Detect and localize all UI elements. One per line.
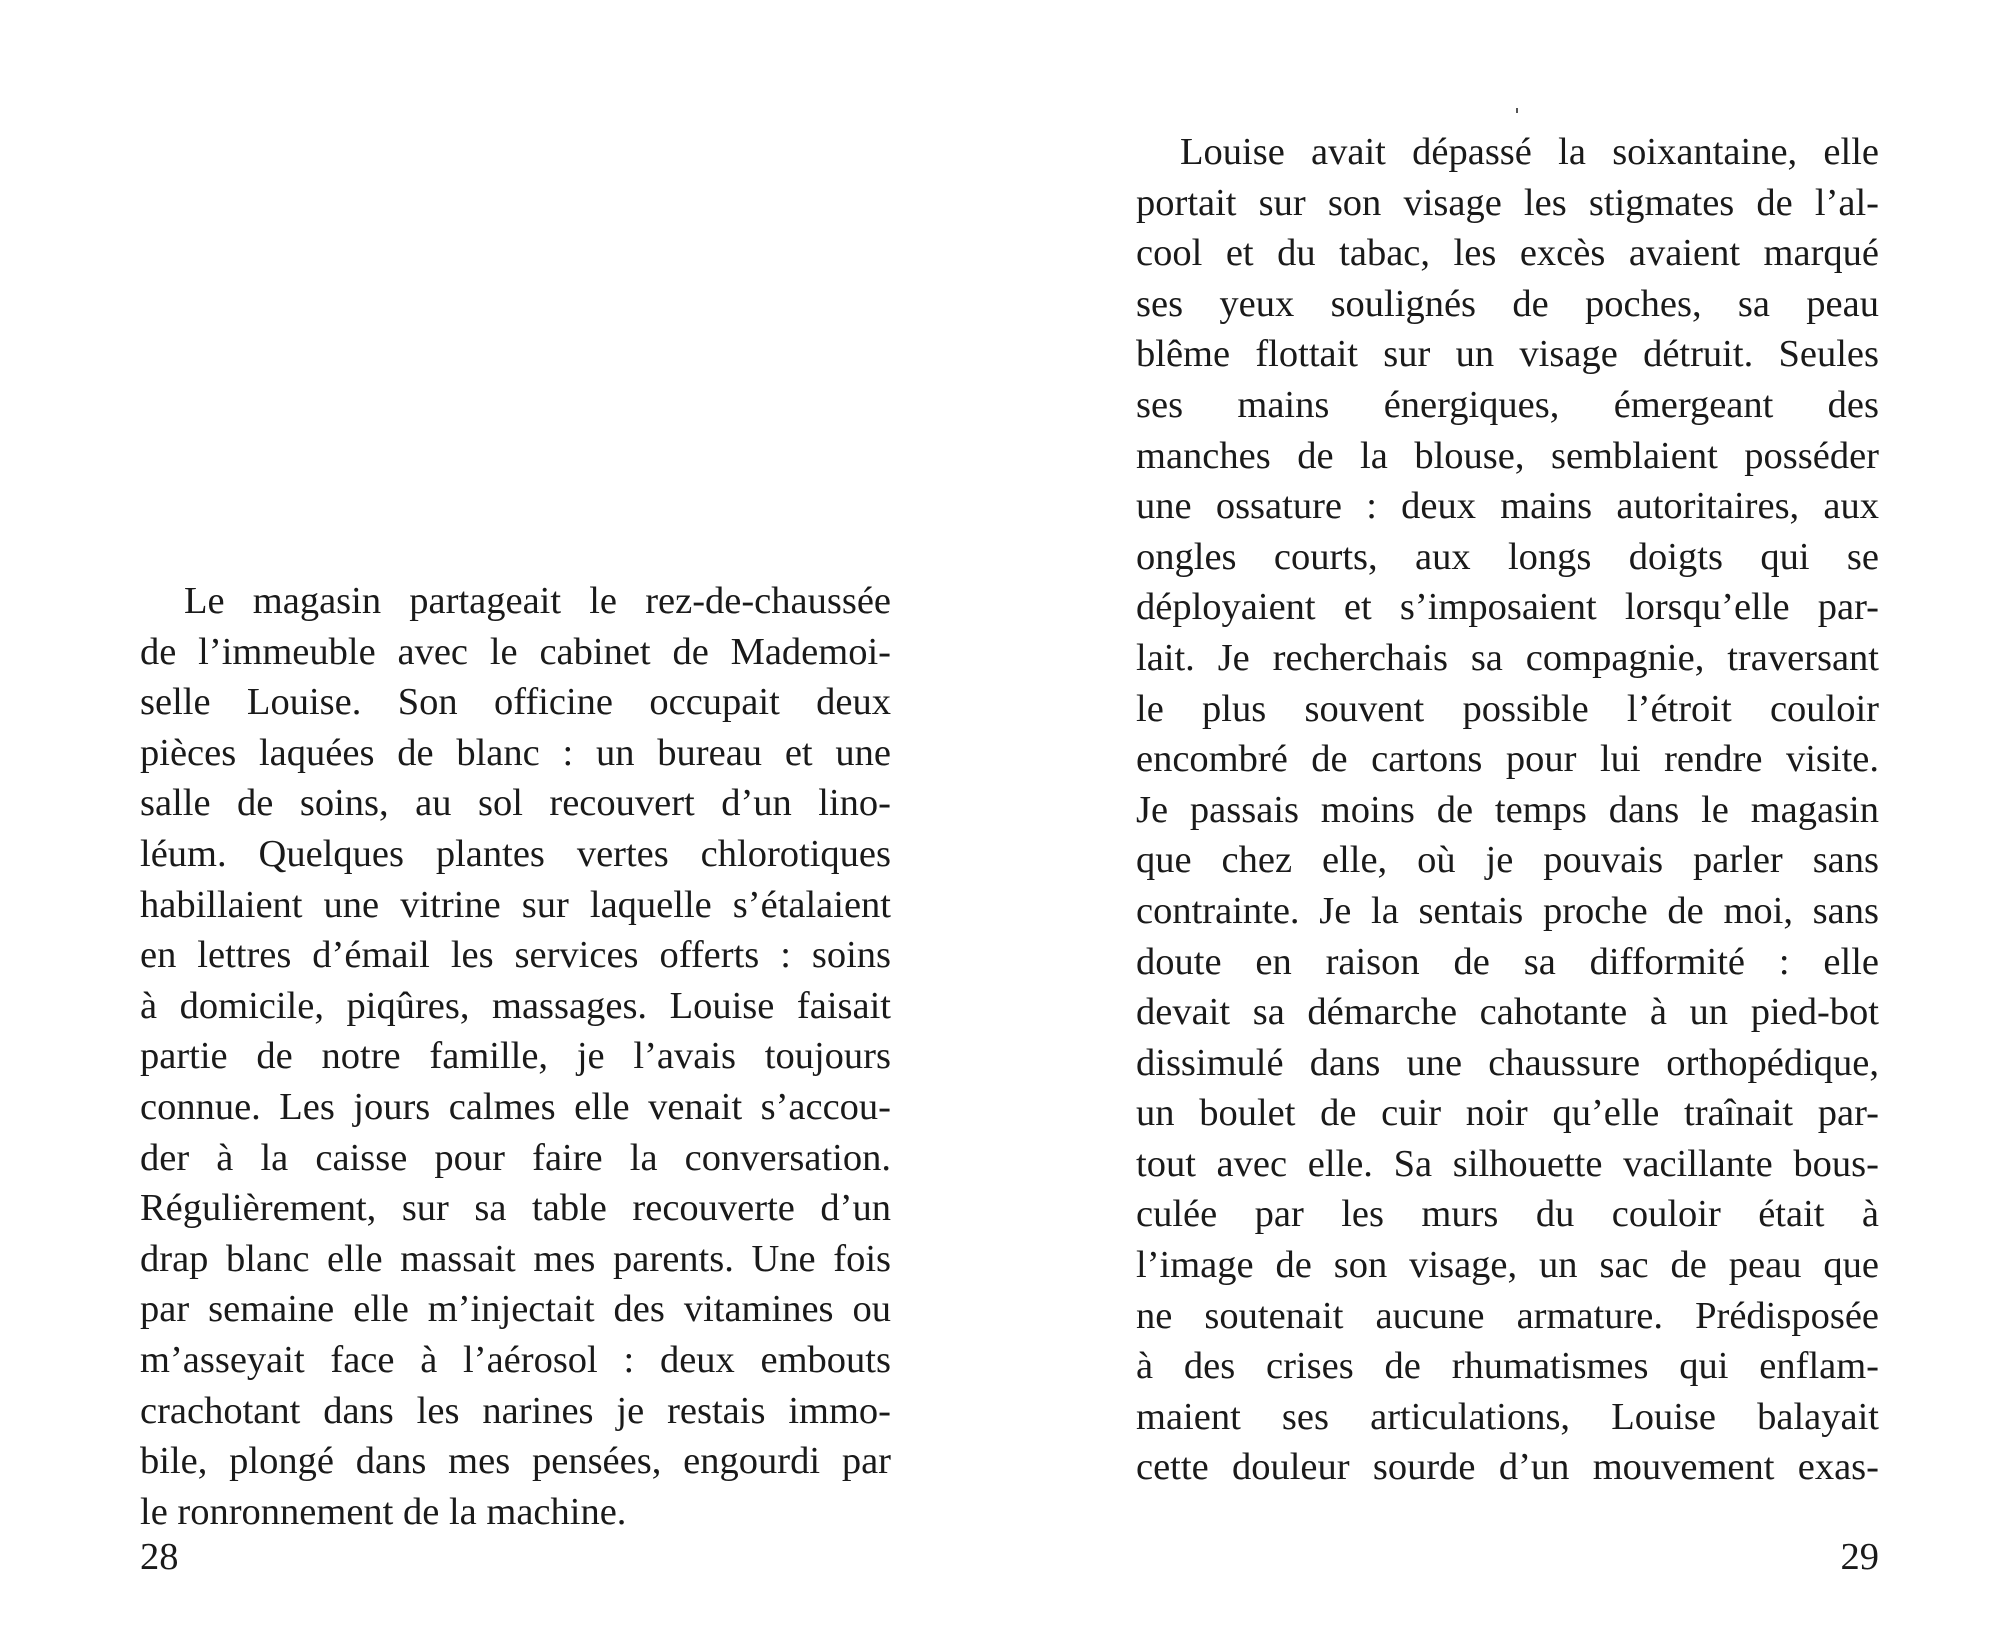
text-line: Je passais moins de temps dans le magasin bbox=[1136, 788, 1879, 831]
text-line: habillaient une vitrine sur laquelle s’étalaient bbox=[140, 883, 891, 926]
text-line: Régulièrement, sur sa table recouverte d’un bbox=[140, 1187, 891, 1230]
text-line: par semaine elle m’injectait des vitamines ou bbox=[140, 1288, 891, 1331]
print-speck-mark bbox=[1516, 108, 1518, 113]
right-page-body-text bbox=[1136, 127, 1879, 1493]
text-line: déployaient et s’imposaient lorsqu’elle par- bbox=[1136, 586, 1879, 629]
text-line: une ossature : deux mains autoritaires, aux bbox=[1136, 485, 1879, 528]
text-line: doute en raison de sa difformité : elle bbox=[1136, 940, 1879, 983]
text-line: l’image de son visage, un sac de peau que bbox=[1136, 1244, 1879, 1287]
text-line: en lettres d’émail les services offerts : soins bbox=[140, 934, 891, 977]
text-line: connue. Les jours calmes elle venait s’accou- bbox=[140, 1085, 891, 1128]
text-line: der à la caisse pour faire la conversation. bbox=[140, 1136, 891, 1179]
text-line: culée par les murs du couloir était à bbox=[1136, 1193, 1879, 1236]
text-line: à domicile, piqûres, massages. Louise faisait bbox=[140, 984, 891, 1027]
text-line: partie de notre famille, je l’avais toujours bbox=[140, 1035, 891, 1078]
page-number-left: 28 bbox=[140, 1536, 179, 1578]
text-line: le ronronnement de la machine. bbox=[140, 1490, 627, 1533]
text-line: ses mains énergiques, émergeant des bbox=[1136, 383, 1879, 426]
left-page-body-text bbox=[140, 576, 891, 1537]
text-line: léum. Quelques plantes vertes chlorotiques bbox=[140, 832, 891, 875]
text-line: portait sur son visage les stigmates de l’al- bbox=[1136, 181, 1879, 224]
text-line: pièces laquées de blanc : un bureau et une bbox=[140, 731, 891, 774]
text-line: de l’immeuble avec le cabinet de Mademoi- bbox=[140, 630, 891, 673]
text-line: ne soutenait aucune armature. Prédisposée bbox=[1136, 1294, 1879, 1337]
text-line: ses yeux soulignés de poches, sa peau bbox=[1136, 282, 1879, 325]
text-line: contrainte. Je la sentais proche de moi, sans bbox=[1136, 889, 1879, 932]
text-line: Le magasin partageait le rez-de-chaussée bbox=[184, 580, 891, 622]
text-line: dissimulé dans une chaussure orthopédique, bbox=[1136, 1041, 1879, 1084]
page-number-right: 29 bbox=[1840, 1536, 1879, 1578]
text-line: maient ses articulations, Louise balayait bbox=[1136, 1395, 1879, 1438]
text-line: bile, plongé dans mes pensées, engourdi par bbox=[140, 1440, 891, 1483]
right-page bbox=[1000, 0, 2000, 1651]
text-line: cette douleur sourde d’un mouvement exas- bbox=[1136, 1446, 1879, 1489]
text-line: cool et du tabac, les excès avaient marqué bbox=[1136, 232, 1879, 275]
text-line: selle Louise. Son officine occupait deux bbox=[140, 681, 891, 724]
text-line: devait sa démarche cahotante à un pied-bot bbox=[1136, 991, 1879, 1034]
text-line: blême flottait sur un visage détruit. Seules bbox=[1136, 333, 1879, 376]
text-line: Louise avait dépassé la soixantaine, elle bbox=[1180, 131, 1879, 173]
text-line: lait. Je recherchais sa compagnie, traversant bbox=[1136, 636, 1879, 679]
text-line: drap blanc elle massait mes parents. Une fois bbox=[140, 1237, 891, 1280]
text-line: un boulet de cuir noir qu’elle traînait par- bbox=[1136, 1092, 1879, 1135]
text-line: m’asseyait face à l’aérosol : deux embouts bbox=[140, 1338, 891, 1381]
text-line: le plus souvent possible l’étroit couloir bbox=[1136, 687, 1879, 730]
text-line: tout avec elle. Sa silhouette vacillante bous- bbox=[1136, 1142, 1879, 1185]
text-line: crachotant dans les narines je restais immo- bbox=[140, 1389, 891, 1432]
text-line: ongles courts, aux longs doigts qui se bbox=[1136, 535, 1879, 578]
text-line: manches de la blouse, semblaient posséder bbox=[1136, 434, 1879, 477]
text-line: à des crises de rhumatismes qui enflam- bbox=[1136, 1345, 1879, 1388]
text-line: encombré de cartons pour lui rendre visite. bbox=[1136, 738, 1879, 781]
text-line: salle de soins, au sol recouvert d’un lino- bbox=[140, 782, 891, 825]
text-line: que chez elle, où je pouvais parler sans bbox=[1136, 839, 1879, 882]
